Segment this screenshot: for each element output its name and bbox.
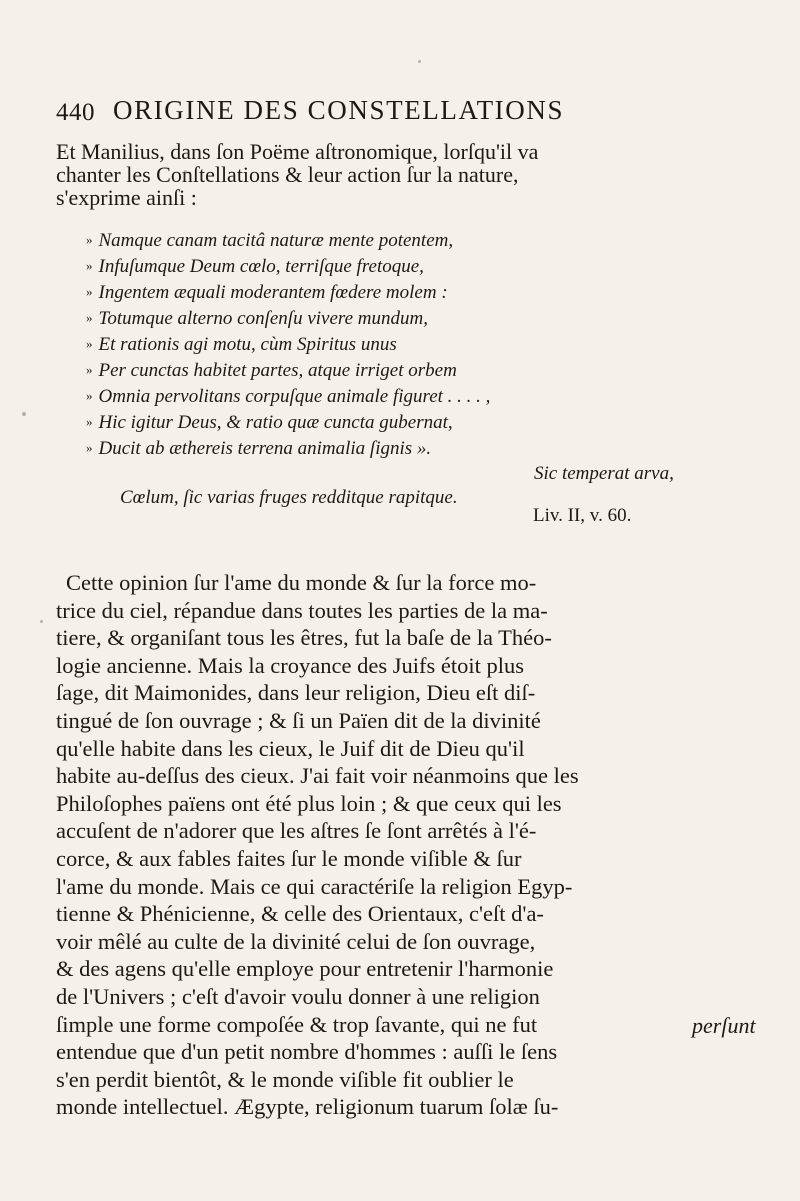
quote-text: Ingentem æquali moderantem fœdere molem : [98,282,448,303]
paper-speck [418,60,421,63]
body-line: trice du ciel, répandue dans toutes les parties de la ma- [56,597,548,623]
running-title: ORIGINE DES CONSTELLATIONS [113,95,565,125]
quote-mark: » [86,414,93,429]
quote-text: Et rationis agi motu, cùm Spiritus unus [98,334,397,355]
page-header [56,93,736,133]
paper-speck [40,620,43,623]
quote-mark: » [86,258,93,273]
quote-line [534,462,674,486]
quote-line [86,306,428,331]
quote-line [86,280,448,305]
body-line: corce, & aux fables faites ſur le monde viſible & ſur [56,845,522,871]
quote-line [86,254,424,279]
quote-mark: » [86,362,93,377]
body-line: tiere, & organiſant tous les êtres, fut la baſe de la Théo- [56,625,552,651]
body-line: qu'elle habite dans les cieux, le Juif dit de Dieu qu'il [56,735,525,761]
body-line: & des agens qu'elle employe pour entretenir l'harmonie [56,956,554,982]
quote-text: Cœlum, ſic varias fruges redditque rapitque. [120,487,458,508]
page-number: 440 [56,99,95,126]
quote-mark: » [86,310,93,325]
intro-paragraph [56,140,746,209]
paper-speck [22,412,26,416]
body-line: tienne & Phénicienne, & celle des Orientaux, c'eſt d'a- [56,901,544,927]
body-line: logie ancienne. Mais la croyance des Juifs étoit plus [56,652,524,678]
quote-mark: » [86,336,93,351]
quote-text: Infuſumque Deum cœlo, terriſque fretoque, [98,256,424,277]
quote-text: Sic temperat arva, [534,463,674,484]
body-paragraph [56,569,756,1121]
citation: Liv. II, v. 60. [533,505,632,526]
body-line: ſimple une forme compoſée & trop ſavante, qui ne fut [56,1011,538,1037]
quote-text: Ducit ab æthereis terrena animalia ſignis ». [98,438,432,459]
paper-speck [184,170,187,173]
intro-line: chanter les Conſtellations & leur action ſur la nature, [56,162,519,187]
body-line: de l'Univers ; c'eſt d'avoir voulu donner à une religion [56,983,540,1009]
quote-text: Omnia pervolitans corpuſque animale figuret . . . . , [98,386,491,407]
body-line: Philoſophes païens ont été plus loin ; & que ceux qui les [56,790,562,816]
quote-text: Per cunctas habitet partes, atque irriget orbem [98,360,457,381]
quote-mark: » [86,388,93,403]
quote-line [120,486,458,510]
intro-line: s'exprime ainſi : [56,185,197,210]
quote-mark: » [86,284,93,299]
quote-line [86,410,453,435]
body-line: entendue que d'un petit nombre d'hommes : auſſi le ſens [56,1039,558,1065]
body-line: voir mêlé au culte de la divinité celui de ſon ouvrage, [56,928,536,954]
quote-line [86,228,453,253]
catchword: perſunt [692,1013,756,1038]
quote-text: Totumque alterno conſenſu vivere mundum, [98,308,428,329]
body-line: ſage, dit Maimonides, dans leur religion, Dieu eſt diſ- [56,680,536,706]
quote-mark: » [86,232,93,247]
body-line: accuſent de n'adorer que les aſtres ſe ſont arrêtés à l'é- [56,818,537,844]
body-line: monde intellectuel. Ægypte, religionum tuarum ſolæ ſu- [56,1094,559,1120]
body-line: tingué de ſon ouvrage ; & ſi un Païen dit de la divinité [56,707,541,733]
quote-mark: » [86,440,93,455]
body-line: habite au-deſſus des cieux. J'ai fait voir néanmoins que les [56,763,579,789]
quote-line [86,384,490,409]
quote-line [86,358,457,383]
body-line: Cette opinion ſur l'ame du monde & ſur la force mo- [66,570,537,595]
intro-line: Et Manilius, dans ſon Poëme aſtronomique, lorſqu'il va [56,139,539,164]
quote-line [86,332,397,357]
body-line: s'en perdit bientôt, & le monde viſible fit oublier le [56,1066,514,1092]
quote-line [86,436,431,461]
quote-text: Hic igitur Deus, & ratio quæ cuncta gubernat, [98,412,453,433]
quote-text: Namque canam tacitâ naturæ mente potentem, [98,230,454,251]
body-line: l'ame du monde. Mais ce qui caractériſe la religion Egyp- [56,873,573,899]
